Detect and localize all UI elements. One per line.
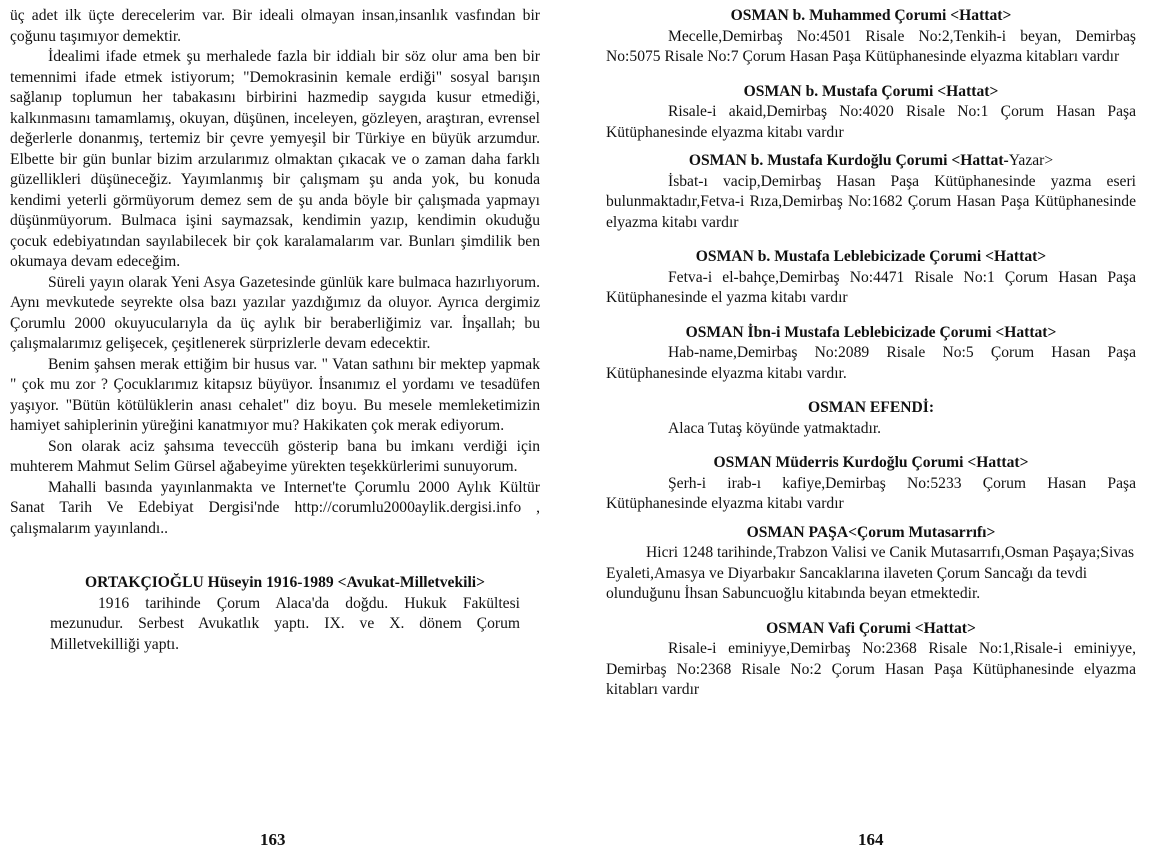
entry	[606, 523, 1136, 605]
entry	[606, 619, 1136, 701]
entry	[606, 6, 1136, 68]
left-page	[10, 6, 540, 655]
entry-title: OSMAN b. Mustafa Çorumi <Hattat>	[743, 82, 999, 100]
page-number: 164	[858, 830, 884, 849]
entry-title: OSMAN Vafi Çorumi <Hattat>	[766, 619, 976, 637]
entry-title: OSMAN PAŞA<Çorum Mutasarrıfı>	[746, 523, 996, 541]
page-number: 163	[260, 830, 286, 849]
entry-body: Risale-i akaid,Demirbaş No:4020 Risale No:1 Çorum Hasan Paşa Kütüphanesinde elyazma kitabı vardır	[606, 103, 1136, 141]
entry	[606, 453, 1136, 515]
entry	[606, 323, 1136, 385]
entry-body: Hicri 1248 tarihinde,Trabzon Valisi ve Canik Mutasarrıfı,Osman Paşaya;Sivas Eyaleti,Amasya ve Diyarbakır Sancaklarına ilaveten Çorum Sancağı da tevdi olunduğunu İhsan Sabuncuoğlu kitabında beyan etmektedir.	[606, 544, 1135, 602]
paragraph: üç adet ilk üçte derecelerim var. Bir ideali olmayan insan,insanlık vasfından bir çoğunu taşımıyor demektir.	[10, 7, 540, 45]
entry-body: Alaca Tutaş köyünde yatmaktadır.	[668, 419, 882, 437]
paragraph: Benim şahsen merak ettiğim bir husus var. " Vatan sathını bir mektep yapmak " çok mu zor ? Çocuklarımız kitapsız büyüyor. İnsanımız el yordamı ve tesadüfen yaşıyor. "Bütün kötülüklerin anası cehalet" diz boyu. Bu mesele memleketimizin hamiyet sahiplerinin yüreğini kanatmıyor mu? Hakikaten çok merak ediyorum.	[10, 355, 540, 434]
paragraph: Mahalli basında yayınlanmakta ve Internet'te Çorumlu 2000 Aylık Kültür Sanat Tarih Ve Edebiyat Dergisi'nde http://corumlu2000aylik.dergisi.info , çalışmalarım yayınlandı..	[10, 478, 540, 537]
entry-title-suffix: Yazar>	[1008, 152, 1054, 169]
entry-title: OSMAN b. Mustafa Leblebicizade Çorumi <Hattat>	[695, 248, 1047, 265]
entry-body: Hab-name,Demirbaş No:2089 Risale No:5 Çorum Hasan Paşa Kütüphanesinde elyazma kitabı vardır.	[606, 344, 1136, 382]
entry-body: Fetva-i el-bahçe,Demirbaş No:4471 Risale No:1 Çorum Hasan Paşa Kütüphanesinde el yazma kitabı vardır	[606, 268, 1136, 306]
entry-title: OSMAN İbn-i Mustafa Leblebicizade Çorumi <Hattat>	[685, 323, 1057, 341]
paragraph: Süreli yayın olarak Yeni Asya Gazetesinde günlük kare bulmaca hazırlıyorum. Aynı mevkutede seyrekte olsa bazı yazılar yazdığımız da oluyor. Ayrıca dergimiz Çorumlu 2000 okuyucularıyla da üç aylık bir beraberliğimiz var. İnşallah; bu çalışmalarımız gelişecek, çeşitlenerek sürprizlerle devam edecektir.	[10, 273, 540, 352]
entry	[606, 82, 1136, 144]
entry-body: Risale-i eminiyye,Demirbaş No:2368 Risale No:1,Risale-i eminiyye, Demirbaş No:2368 Risale No:2 Çorum Hasan Paşa Kütüphanesinde elyazma kitabları vardır	[606, 640, 1136, 698]
entry-body: Şerh-i irab-ı kafiye,Demirbaş No:5233 Çorum Hasan Paşa Kütüphanesinde elyazma kitabı vardır	[606, 474, 1136, 512]
entry	[606, 151, 1136, 233]
paragraph: Son olarak aciz şahsıma teveccüh gösterip bana bu imkanı verdiği için muhterem Mahmut Selim Gürsel ağabeyime yürekten teşekkürlerimi sunuyorum.	[10, 437, 540, 475]
entry-title: OSMAN Müderris Kurdoğlu Çorumi <Hattat>	[713, 454, 1029, 471]
entry-body: 1916 tarihinde Çorum Alaca'da doğdu. Hukuk Fakültesi mezunudur. Serbest Avukatlık yaptı. IX. ve X. dönem Çorum Milletvekilliği yaptı.	[50, 594, 520, 653]
entry-title-main: OSMAN b. Mustafa Kurdoğlu Çorumi <Hattat-	[688, 152, 1009, 169]
entry-title: OSMAN b. Muhammed Çorumi <Hattat>	[730, 7, 1012, 24]
entry-body: Mecelle,Demirbaş No:4501 Risale No:2,Tenkih-i beyan, Demirbaş No:5075 Risale No:7 Çorum Hasan Paşa Kütüphanesinde elyazma kitabları vardır	[606, 27, 1136, 65]
entry	[606, 398, 1136, 439]
entry	[606, 247, 1136, 309]
entry-title: OSMAN EFENDİ:	[807, 399, 935, 416]
paragraph: İdealimi ifade etmek şu merhalede fazla bir iddialı bir söz olur ama ben bir temennimi ifade etmek istiyorum; "Demokrasinin kemale erdiği" sosyal barışın sağlanıp toplumun her tabakasını birbirini hazmedip saygıda kusur etmediği, kalkınmasını tamamlamış, okuyan, düşünen, inceleyen, gözleyen, araştıran, evrensel değerlerle donanmış, tertemiz bir çevre yemyeşil bir Türkiye en büyük arzumdur. Elbette bir gün bunlar bizim arzularımız olmaktan çıkacak ve o zaman daha farklı güzellikleri düşüneceğiz. Yayımlanmış bir çalışmam şu anda yok, bu konuda kendimi yeterli görmüyorum demez sem de şu anda böyle bir çalışmada yapmayı düşünmüyorum. Bulmaca işini saymazsak, kendimin yazıp, kendimin okuduğu çocuk edebiyatından sayılabilecek bir çok karalamalarım var. Bunları şimdilik ben okumaya devam edeceğim.	[10, 48, 540, 270]
entry-body: İsbat-ı vacip,Demirbaş Hasan Paşa Kütüphanesinde yazma eseri bulunmaktadır,Fetva-i Rıza,Demirbaş No:1682 Çorum Hasan Paşa Kütüphanesinde elyazma kitabı vardır	[606, 172, 1136, 231]
entry-ortakcioglu	[10, 573, 540, 655]
right-page	[606, 6, 1136, 701]
entry-title: ORTAKÇIOĞLU Hüseyin 1916-1989 <Avukat-Milletvekili>	[85, 574, 485, 591]
entry-title	[606, 151, 1136, 172]
